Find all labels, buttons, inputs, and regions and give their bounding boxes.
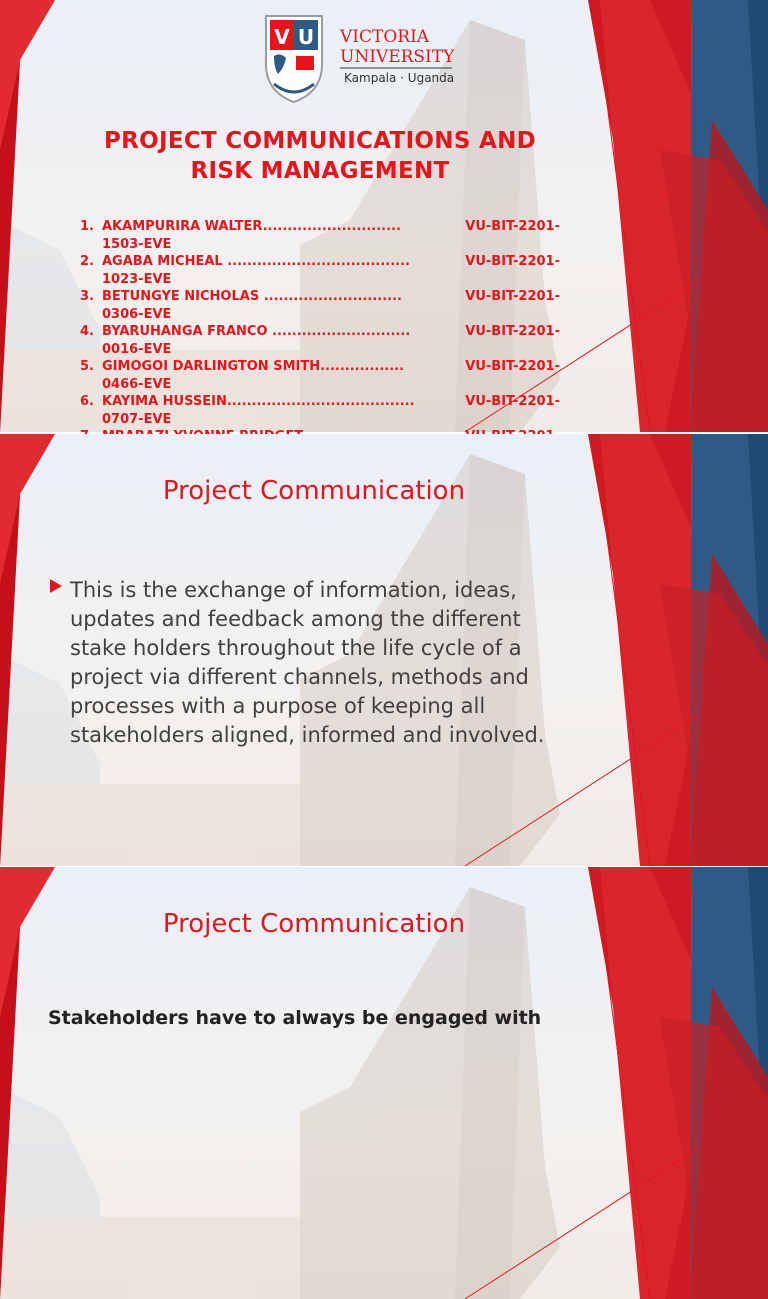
member-name: BETUNGYE NICHOLAS ............................ bbox=[102, 289, 402, 304]
member-number: 1. bbox=[80, 219, 94, 234]
member-item bbox=[80, 253, 560, 288]
slide-title[interactable] bbox=[0, 0, 768, 432]
bullet-point bbox=[50, 576, 550, 750]
slide-project-communication-definition[interactable] bbox=[0, 434, 768, 865]
member-name: GIMOGOI DARLINGTON SMITH................. bbox=[102, 359, 405, 374]
member-name: BYARUHANGA FRANCO ............................ bbox=[102, 324, 411, 339]
member-reg-suffix: 0306-EVE bbox=[102, 306, 172, 322]
member-reg-number: VU-BIT-2201- bbox=[465, 324, 560, 339]
member-reg-suffix: 1503-EVE bbox=[102, 236, 172, 252]
bullet-text: This is the exchange of information, ideas, updates and feedback among the different stake holders throughout the life cycle of a project via different channels, methods and processes with a purpose of keeping all stakeholders aligned, informed and involved. bbox=[70, 578, 545, 747]
victoria-university-logo bbox=[262, 12, 462, 104]
slide-heading: Project Communication bbox=[162, 476, 466, 506]
member-reg-number: VU-BIT-2201- bbox=[465, 359, 560, 374]
slide-heading: Project Communication bbox=[162, 909, 466, 939]
member-name: KAYIMA HUSSEIN...................................... bbox=[102, 394, 415, 409]
member-reg-suffix: 0016-EVE bbox=[102, 341, 172, 357]
slide-project-communication-stakeholders[interactable] bbox=[0, 867, 768, 1029]
member-number: 4. bbox=[80, 324, 94, 339]
group-member-list bbox=[80, 218, 560, 446]
logo-name-line2: UNIVERSITY bbox=[340, 47, 455, 67]
member-item bbox=[80, 288, 560, 323]
member-reg-suffix: 0466-EVE bbox=[102, 376, 172, 392]
member-reg-suffix: 1023-EVE bbox=[102, 271, 172, 287]
member-item bbox=[80, 393, 560, 428]
logo-letter-u: U bbox=[297, 25, 315, 49]
member-reg-number: VU-BIT-2201- bbox=[465, 289, 560, 304]
title-line-2: RISK MANAGEMENT bbox=[190, 158, 450, 184]
member-name: AKAMPURIRA WALTER............................ bbox=[102, 219, 401, 234]
member-reg-number: VU-BIT-2201- bbox=[465, 254, 560, 269]
title-line-1: PROJECT COMMUNICATIONS AND bbox=[103, 128, 537, 154]
logo-name-line1: VICTORIA bbox=[340, 27, 430, 47]
member-name: AGABA MICHEAL ..................................... bbox=[102, 254, 410, 269]
member-number: 6. bbox=[80, 394, 94, 409]
member-number: 2. bbox=[80, 254, 94, 269]
member-reg-number: VU-BIT-2201- bbox=[465, 394, 560, 409]
logo-location: Kampala · Uganda bbox=[344, 71, 455, 85]
slide-body-text: Stakeholders have to always be engaged with bbox=[48, 1007, 542, 1029]
member-item bbox=[80, 218, 560, 253]
presentation-title bbox=[50, 126, 590, 186]
logo-letter-v: V bbox=[274, 25, 290, 49]
member-number: 3. bbox=[80, 289, 94, 304]
member-reg-number: VU-BIT-2201- bbox=[465, 219, 560, 234]
member-item bbox=[80, 323, 560, 358]
member-item bbox=[80, 358, 560, 393]
bullet-triangle-icon bbox=[50, 579, 62, 593]
member-number: 5. bbox=[80, 359, 94, 374]
member-reg-suffix: 0707-EVE bbox=[102, 411, 172, 427]
